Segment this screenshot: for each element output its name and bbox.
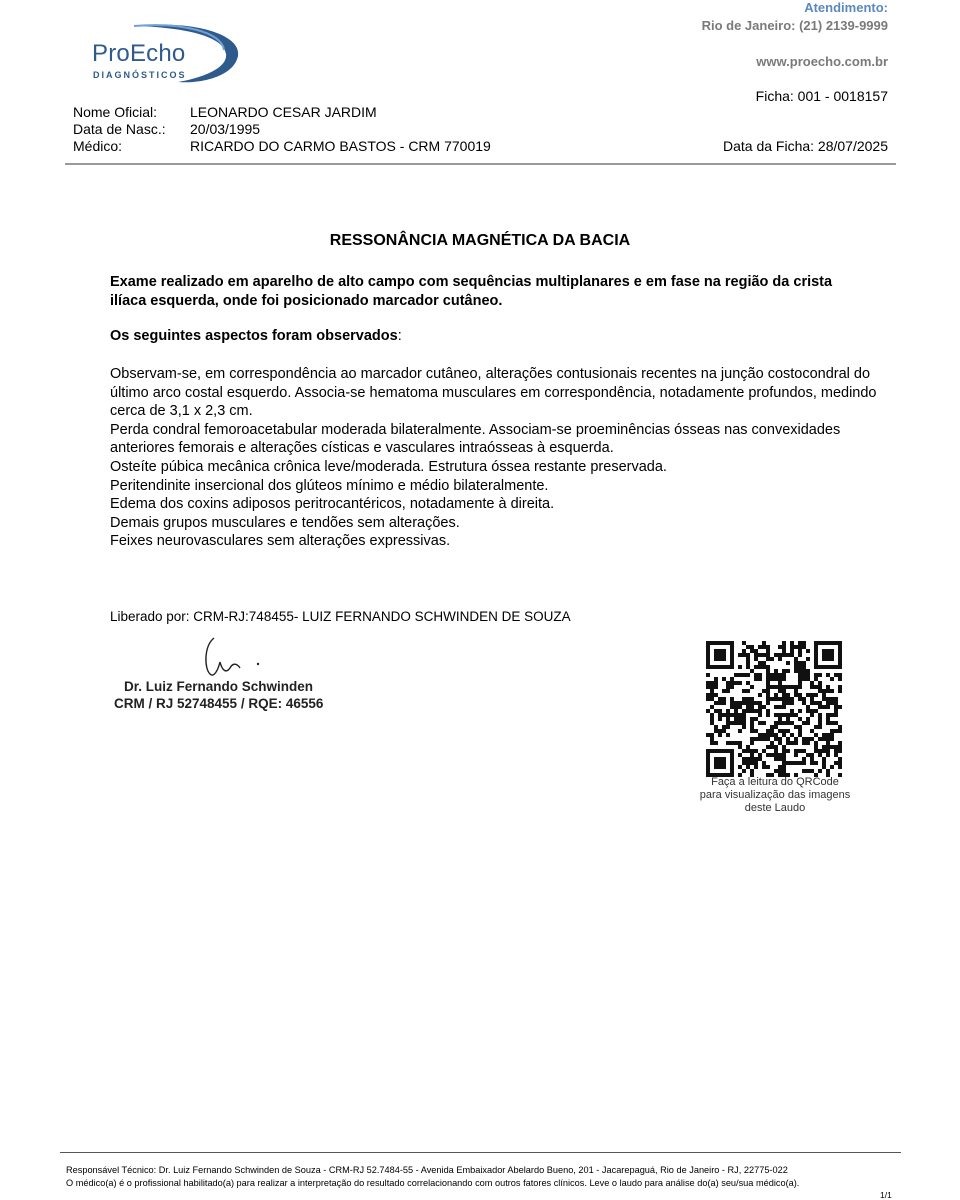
aspects-heading-colon: : — [397, 328, 402, 344]
aspects-heading — [110, 328, 402, 344]
qr-caption-line: deste Laudo — [744, 802, 806, 814]
header-divider — [65, 163, 896, 165]
report-intro: Exame realizado em aparelho de alto campo com sequências multiplanares e em fase na região da crista ilíaca esquerda, onde foi posicionado marcador cutâneo. — [110, 274, 833, 309]
patient-dob-label: Data de Nasc.: — [73, 121, 166, 137]
contact-title: Atendimento: — [804, 0, 888, 15]
report-title: RESSONÂNCIA MAGNÉTICA DA BACIA — [329, 232, 631, 249]
finding-item: Demais grupos musculares e tendões sem alterações. — [110, 514, 460, 531]
patient-name-label: Nome Oficial: — [73, 104, 158, 120]
released-by: Liberado por: CRM-RJ:748455- LUIZ FERNANDO SCHWINDEN DE SOUZA — [110, 609, 571, 624]
patient-name-row — [73, 104, 491, 121]
ficha-date: Data da Ficha: 28/07/2025 — [722, 138, 888, 154]
findings-list — [110, 365, 880, 551]
qr-caption-line: Faça a leitura do QRCode — [711, 776, 839, 788]
page-number: 1/1 — [880, 1190, 892, 1200]
signer-name: Dr. Luiz Fernando Schwinden — [124, 679, 314, 694]
finding-item: Observam-se, em correspondência ao marcador cutâneo, alterações contusionais recentes na junção costocondral do último arco costal esquerdo. Associa-se hematoma musculares em correspondência, notadamente profundos, medindo cerca de 3,1 x 2,3 cm. — [110, 366, 877, 420]
doctor-name: RICARDO DO CARMO BASTOS - CRM 770019 — [190, 138, 491, 154]
aspects-heading-text: Os seguintes aspectos foram observados — [110, 328, 398, 344]
footer-divider — [60, 1152, 901, 1153]
contact-phone: Rio de Janeiro: (21) 2139-9999 — [701, 18, 888, 33]
finding-item: Osteíte púbica mecânica crônica leve/moderada. Estrutura óssea restante preservada. — [110, 458, 667, 475]
doctor-row — [73, 138, 491, 155]
logo-wordmark: ProEcho — [92, 40, 186, 67]
finding-item: Perda condral femoroacetabular moderada bilateralmente. Associam-se proeminências ósseas nas convexidades anteriores femorais e alterações císticas e vasculares intraósseas à esquerda. — [110, 421, 841, 457]
qr-code[interactable] — [706, 641, 842, 777]
doctor-label: Médico: — [73, 138, 123, 154]
patient-name: LEONARDO CESAR JARDIM — [190, 104, 377, 120]
qr-caption-line: para visualização das imagens — [699, 789, 851, 801]
finding-item: Peritendinite insercional dos glúteos mínimo e médio bilateralmente. — [110, 477, 549, 494]
patient-dob-row — [73, 121, 491, 138]
footer-technical-responsible: Responsável Técnico: Dr. Luiz Fernando Schwinden de Souza - CRM-RJ 52.7484-55 - Avenida Embaixador Abelardo Bueno, 201 - Jacarepaguá, Rio de Janeiro - RJ, 22775-022 — [66, 1165, 788, 1175]
logo-subtitle: DIAGNÓSTICOS — [93, 70, 187, 80]
finding-item: Feixes neurovasculares sem alterações expressivas. — [110, 533, 451, 550]
footer-disclaimer: O médico(a) é o profissional habilitado(a) para realizar a interpretação do resultado correlacionando com outros fatores clínicos. Leve o laudo para análise do(a) seu/sua médico(a). — [66, 1178, 800, 1188]
finding-item: Edema dos coxins adiposos peritrocantéricos, notadamente à direita. — [110, 496, 555, 513]
patient-dob: 20/03/1995 — [190, 121, 261, 137]
ficha-number: Ficha: 001 - 0018157 — [755, 88, 888, 104]
signature-mark — [196, 632, 266, 682]
contact-website[interactable]: www.proecho.com.br — [756, 54, 888, 69]
signer-crm: CRM / RJ 52748455 / RQE: 46556 — [114, 696, 324, 711]
qr-caption — [680, 776, 870, 815]
patient-info — [73, 104, 491, 155]
